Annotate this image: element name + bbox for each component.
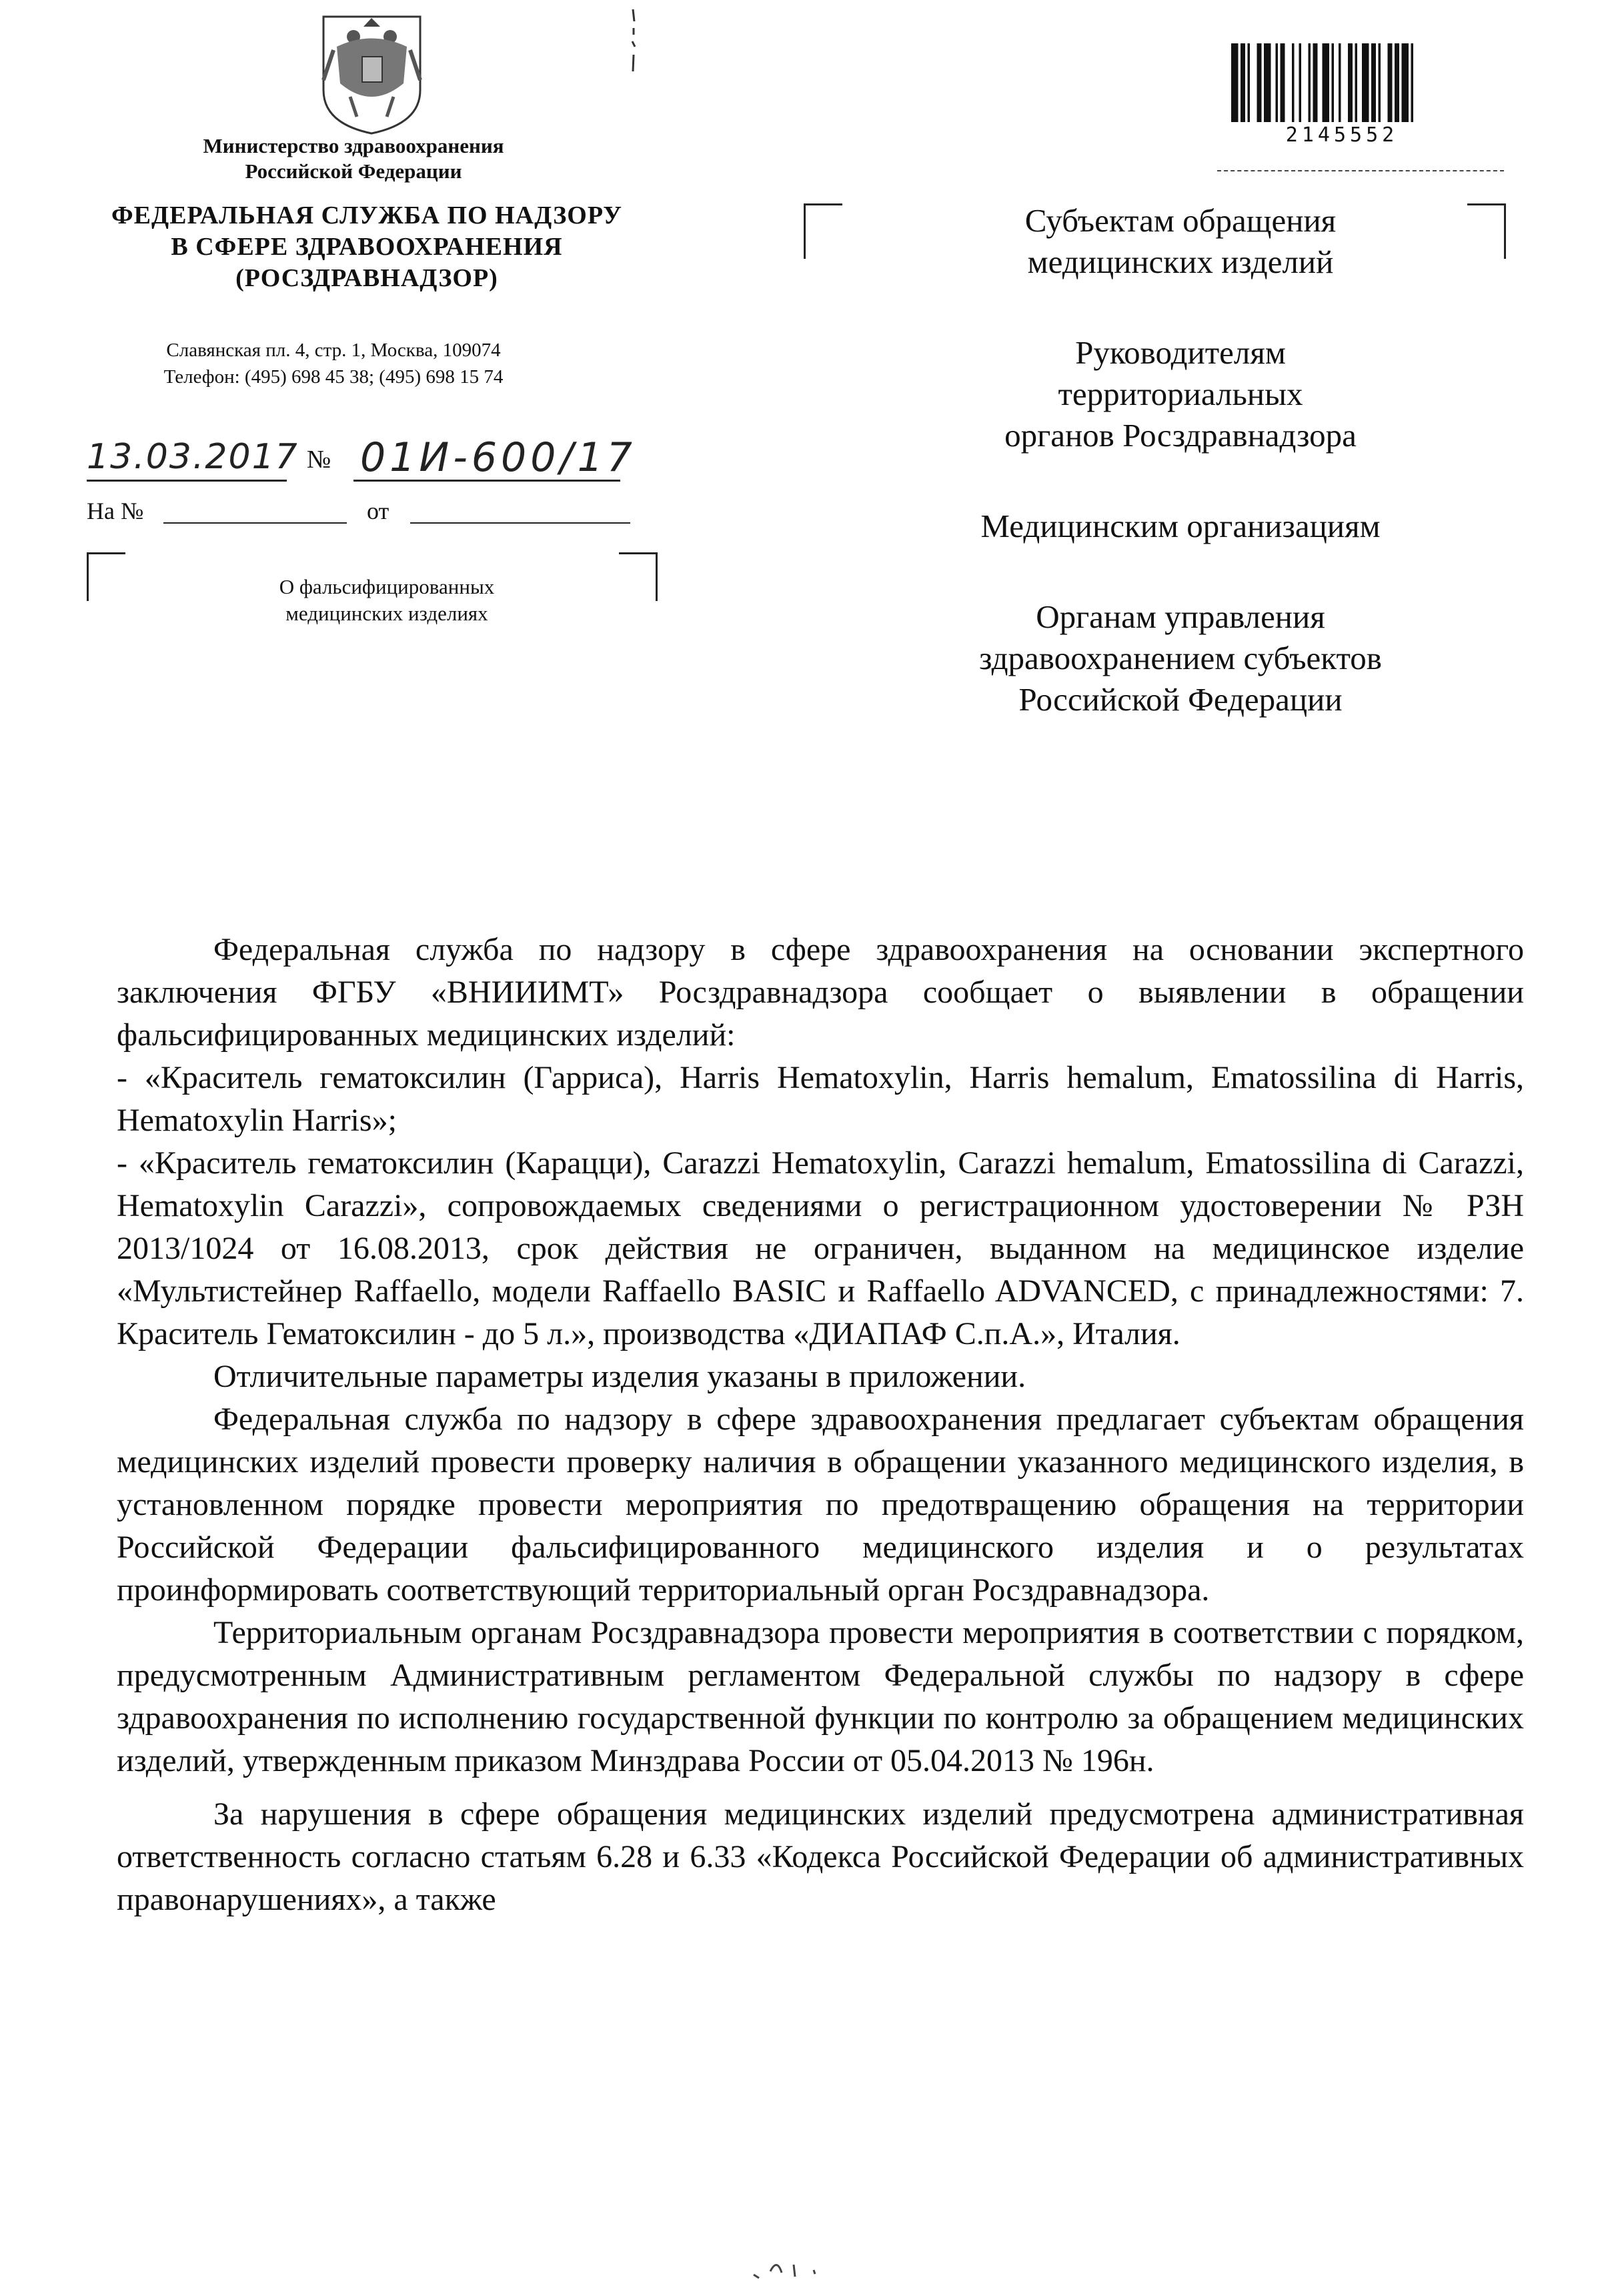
barcode-bar [1362,43,1369,122]
body-list-item: - «Краситель гематоксилин (Гарриса), Harris Hematoxylin, Harris hemalum, Ematossilina di Harris, Hematoxylin Harris»; [117,1060,1524,1138]
date-underline [87,480,287,482]
body-list-item: - «Краситель гематоксилин (Карацци), Carazzi Hematoxylin, Carazzi hemalum, Ematossilina di Carazzi, Hematoxylin Carazzi», сопровождаемых сведениями о регистрационном удостоверении № РЗН 2013/1024 от 16.08.2013, срок действия не ограничен, выданном на медицинское изделие «Мультистейнер Raffaello, модели Raffaello BASIC и Raffaello ADVANCED, с принадлежностями: 7. Краситель Гематоксилин - до 5 л.», производства «ДИАПАФ С.п.А.», Италия. [117,1145,1524,1351]
subject-bracket-left [87,552,125,601]
addressee-line: Субъектам обращения [1024,202,1337,239]
agency-address [100,337,567,390]
outgoing-reference [87,434,674,490]
agency-line: В СФЕРЕ ЗДРАВООХРАНЕНИЯ [171,233,563,261]
agency-line: (РОСЗДРАВНАДЗОР) [235,264,498,292]
barcode-bar [1248,43,1251,122]
addressee-block [927,200,1434,283]
number-underline [353,480,620,482]
scan-mark [624,8,644,75]
barcode-bar [1276,43,1279,122]
addressee-bracket-right [1467,203,1506,259]
barcode-bar [1402,43,1409,122]
on-number-label: На № [87,498,144,524]
incoming-number-blank [163,522,347,524]
barcode-bar [1309,43,1311,122]
body-paragraph: Территориальным органам Росздравнадзора провести мероприятия в соответствии с порядком, предусмотренным Административным регламентом Федеральной службы по надзору в сфере здравоохранения по исполнению государственной функции по контролю за обращением медицинских изделий, утвержденным приказом Минздрава России от 05.04.2013 № 196н. [117,1615,1524,1778]
addressee-line: Российской Федерации [1018,681,1343,718]
number-sign: № [307,446,331,474]
barcode-bar [1241,43,1245,122]
addressee-line: органов Росздравнадзора [1004,417,1357,454]
incoming-reference [87,497,674,530]
barcode-bar [1264,43,1271,122]
addressee-bracket-left [804,203,842,259]
addressee-line: Медицинским организациям [980,508,1381,544]
subject-bracket-right [619,552,658,601]
barcode-bar [1332,43,1335,122]
agency-line: ФЕДЕРАЛЬНАЯ СЛУЖБА ПО НАДЗОРУ [111,201,622,229]
subject-line: О фальсифицированных [279,575,495,598]
scan-mark [740,2251,840,2285]
addressee-block [927,506,1434,547]
ministry-line: Российской Федерации [245,159,462,183]
address-line: Славянская пл. 4, стр. 1, Москва, 109074 [166,340,501,361]
barcode-bar [1348,43,1353,122]
body-paragraph: За нарушения в сфере обращения медицинских изделий предусмотрена административная ответственность согласно статьям 6.28 и 6.33 «Кодекса Российской Федерации об административных правонарушениях», а также [117,1796,1524,1917]
barcode-bar [1395,43,1399,122]
addressee-block [927,596,1434,720]
outgoing-number: 01И-600/17 [360,434,636,481]
barcode-bar [1313,43,1318,122]
agency-name [73,200,660,294]
barcode-number: 2145552 [1285,123,1399,147]
barcode-bar [1299,43,1302,122]
addressee-line: медицинских изделий [1027,243,1334,280]
subject-line: медицинских изделиях [285,602,488,625]
ministry-line: Министерство здравоохранения [203,134,504,157]
phone-line: Телефон: (495) 698 45 38; (495) 698 15 74 [163,366,504,388]
barcode-bar [1231,43,1239,122]
barcode-bar [1292,43,1295,122]
barcode-bar [1257,43,1262,122]
from-label: от [367,498,389,524]
barcode-bar [1371,43,1376,122]
barcode-bar [1388,43,1393,122]
incoming-date-blank [410,522,630,524]
coat-of-arms-emblem [317,10,427,137]
letter-subject [200,574,574,627]
barcode-bar [1379,43,1381,122]
body-paragraph: Отличительные параметры изделия указаны в приложении. [213,1359,1026,1394]
addressee-block [927,332,1434,456]
barcode-bar [1339,43,1341,122]
addressee-line: Органам управления [1036,598,1325,635]
barcode-bar [1323,43,1330,122]
addressee-line: территориальных [1058,376,1303,412]
barcode-bar [1281,43,1285,122]
addressee-line: здравоохранением субъектов [979,640,1382,676]
barcode [1229,43,1455,130]
barcode-rule [1217,170,1504,171]
barcode-bar [1355,43,1358,122]
addressees [927,200,1434,770]
ministry-name [120,133,587,184]
letter-body [117,929,1524,1921]
body-paragraph: Федеральная служба по надзору в сфере здравоохранения предлагает субъектам обращения медицинских изделий провести проверку наличия в обращении указанного медицинского изделия, в установленном порядке провести мероприятия по предотвращению обращения на территории Российской Федерации фальсифицированного медицинского изделия и о результатах проинформировать соответствующий территориальный орган Росздравнадзора. [117,1401,1524,1608]
body-paragraph: Федеральная служба по надзору в сфере здравоохранения на основании экспертного заключения ФГБУ «ВНИИИМТ» Росздравнадзора сообщает о выявлении в обращении фальсифицированных медицинских изделий: [117,932,1524,1053]
addressee-line: Руководителям [1075,334,1286,371]
outgoing-date: 13.03.2017 [87,437,299,477]
barcode-bar [1411,43,1414,122]
